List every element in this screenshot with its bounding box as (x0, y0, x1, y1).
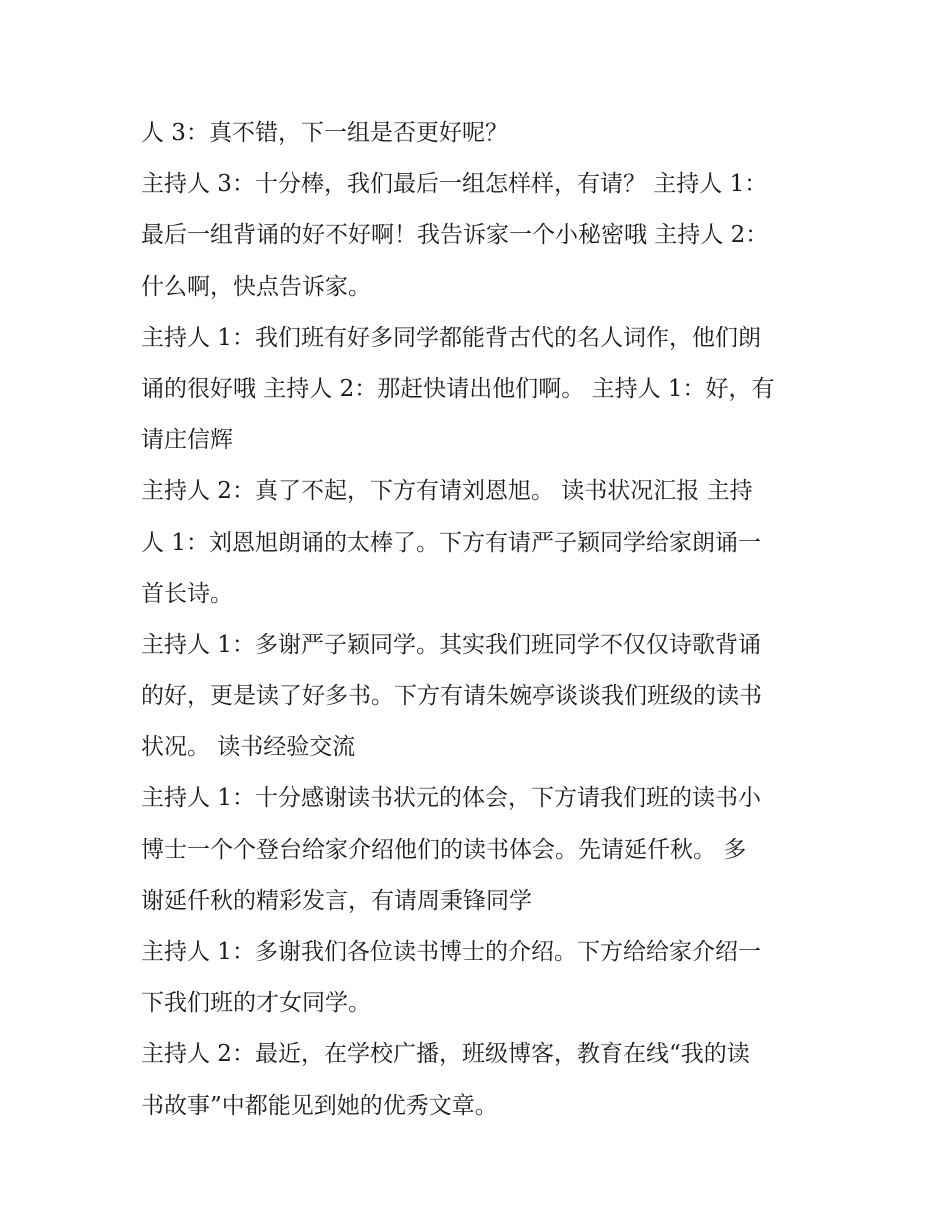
text-line: 主持人 1：多谢我们各位读书博士的介绍。下方给给家介绍一 (141, 939, 761, 965)
text-line: 博士一个个登台给家介绍他们的读书体会。先请延仟秋。 多 (141, 836, 747, 863)
text-line: 主持人 1：十分感谢读书状元的体会，下方请我们班的读书小 (141, 785, 761, 812)
text-line: 请庄信辉 (141, 427, 233, 454)
text-line: 最后一组背诵的好不好啊！我告诉家一个小秘密哦 主持人 2： (141, 222, 769, 249)
text-line: 下我们班的才女同学。 (141, 990, 371, 1017)
text-line: 书故事”中都能见到她的优秀文章。 (141, 1092, 498, 1119)
text-line: 人 3：真不错，下一组是否更好呢？ (141, 120, 508, 146)
text-line: 主持人 2：真了不起，下方有请刘恩旭。 读书状况汇报 主持 (141, 478, 753, 505)
text-line: 主持人 1：多谢严子颖同学。其实我们班同学不仅仅诗歌背诵 (141, 631, 761, 658)
text-line: 谢延仟秋的精彩发言，有请周秉锋同学 (141, 887, 532, 914)
text-line: 什么啊，快点告诉家。 (141, 273, 371, 300)
text-line: 首长诗。 (141, 580, 233, 607)
text-line: 主持人 3：十分棒，我们最后一组怎样样，有请？ 主持人 1： (141, 171, 768, 198)
text-line: 人 1：刘恩旭朗诵的太棒了。下方有请严子颖同学给家朗诵一 (141, 529, 761, 556)
document-body (141, 108, 821, 1132)
text-line: 主持人 1：我们班有好多同学都能背古代的名人词作，他们朗 (141, 324, 761, 351)
text-line: 主持人 2：最近，在学校广播，班级博客，教育在线“我的读 (141, 1041, 750, 1068)
text-line: 诵的很好哦 主持人 2：那赶快请出他们啊。 主持人 1：好，有 (141, 375, 775, 402)
text-line: 状况。 读书经验交流 (141, 734, 356, 761)
text-line: 的好，更是读了好多书。下方有请朱婉亭谈谈我们班级的读书 (141, 683, 762, 710)
